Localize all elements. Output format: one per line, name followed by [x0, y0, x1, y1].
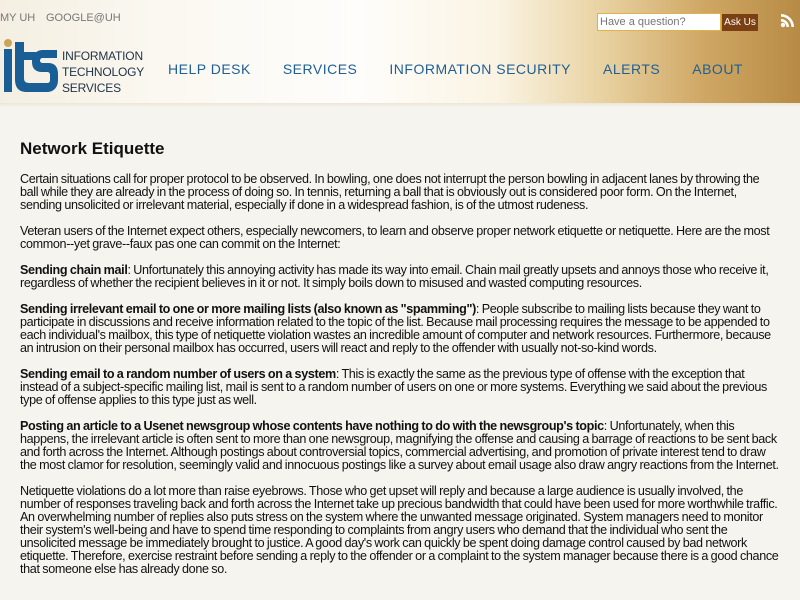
etiquette-item — [20, 420, 780, 472]
nav-help-desk[interactable]: HELP DESK — [168, 61, 251, 77]
item-term: Sending irrelevant email to one or more mailing lists (also known as "spamming") — [20, 302, 476, 316]
logo-text — [62, 48, 144, 96]
nav-information-security[interactable]: INFORMATION SECURITY — [389, 61, 572, 77]
search-input[interactable] — [597, 13, 721, 31]
item-term: Sending chain mail — [20, 263, 128, 277]
closing-paragraph: Netiquette violations do a lot more than raise eyebrows. Those who get upset will reply and because a large audience is usually involved, the number of responses traveling back and forth across the Internet take up precious bandwidth that could have been used for more worthwhile traffic. An overwhelming number of replies also puts stress on the system where the unwanted message originated. System managers need to monitor their system's well-being and have to spend time responding to complaints from angry users who demand that the individual who sent the unsolicited message be immediately brought to justice. A good day's work can quickly be spent doing damage control caused by bad network etiquette. Therefore, exercise restraint before sending a reply to the offender or a complaint to the system manager because there is a good chance that someone else has already done so. — [20, 484, 779, 576]
intro-paragraph: Certain situations call for proper protocol to be observed. In bowling, one does not interrupt the person bowling in adjacent lanes by throwing the ball while they are already in the process of doing so. In tennis, returning a ball that is obviously out is considered poor form. On the Internet, sending unsolicited or irrelevant material, especially if done in a widespread fashion, is of the utmost rudeness. — [20, 172, 760, 212]
article — [20, 139, 780, 589]
nav-services[interactable]: SERVICES — [282, 61, 358, 77]
main-nav — [168, 61, 775, 77]
nav-about[interactable]: ABOUT — [692, 61, 743, 77]
item-text: : Unfortunately this annoying activity has made its way into email. Chain mail greatly upsets and annoys those who receive it, regardless of whether the recipient believes in it or not. It simply boils down to misused and wasted computing resources. — [20, 263, 769, 290]
item-text: : Unfortunately, when this happens, the irrelevant article is often sent to more than one newsgroup, magnifying the offense and causing a barrage of reactions to be sent back and forth across the Internet. Although postings about controversial topics, commercial advertising, and promotion of private interest tend to draw the most clamor for resolution, seemingly valid and innocuous postings like a survey about email usage also draw angry reactions from the Internet. — [20, 419, 779, 472]
etiquette-item — [20, 264, 780, 290]
logo-line: SERVICES — [62, 81, 121, 95]
ask-us-button[interactable]: Ask Us — [722, 14, 758, 31]
rss-icon[interactable] — [780, 12, 796, 28]
google-uh-link[interactable]: GOOGLE@UH — [46, 12, 121, 24]
page-title: Network Etiquette — [20, 139, 165, 158]
header-divider — [0, 103, 800, 107]
site-header — [0, 0, 800, 103]
item-term: Sending email to a random number of users on a system — [20, 367, 336, 381]
item-text: : People subscribe to mailing lists because they want to participate in discussions and receive information related to the topic of the list. Because mail processing requires the message to be appended to each individual's mailbox, this type of netiquette violation wastes an incredible amount of computer and network resources. Furthermore, because an intrusion on their personal mailbox has occurred, users will react and reply to the offender with usually not-so-kind words. — [20, 302, 771, 355]
item-text: : This is exactly the same as the previous type of offense with the exception that instead of a subject-specific mailing list, mail is sent to a random number of users on one or more systems. Everything we said about the previous type of offense applies to this type just as well. — [20, 367, 767, 407]
logo-line: INFORMATION — [62, 49, 143, 63]
its-logo[interactable] — [3, 38, 58, 93]
nav-alerts[interactable]: ALERTS — [603, 61, 661, 77]
etiquette-item — [20, 368, 780, 407]
etiquette-item — [20, 303, 780, 355]
my-uh-link[interactable]: MY UH — [0, 12, 36, 24]
intro-paragraph: Veteran users of the Internet expect others, especially newcomers, to learn and observe proper network etiquette or netiquette. Here are the most common--yet grave--faux pas one can commit on the Internet: — [20, 224, 770, 251]
logo-line: TECHNOLOGY — [62, 65, 145, 79]
item-term: Posting an article to a Usenet newsgroup whose contents have nothing to do with the newsgroup's topic — [20, 419, 604, 433]
